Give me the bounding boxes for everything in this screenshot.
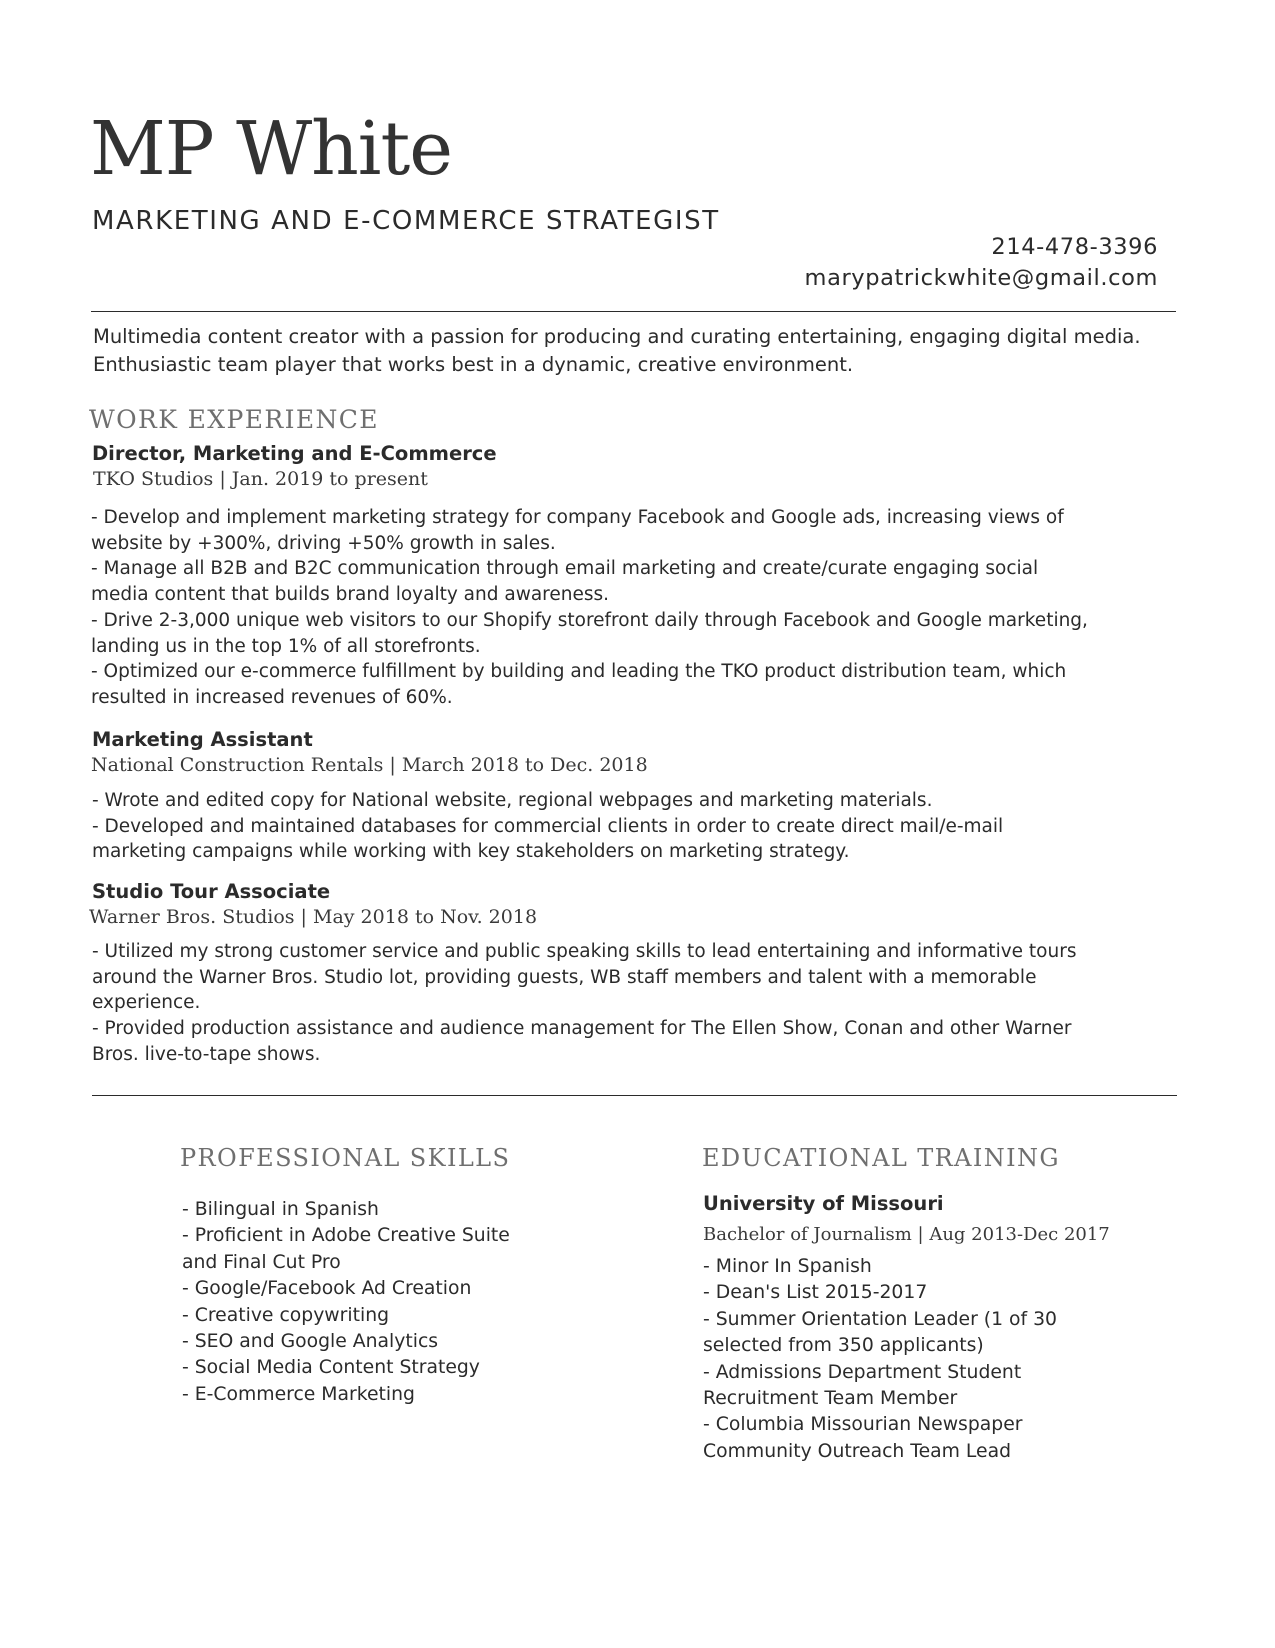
job-bullets bbox=[91, 505, 1091, 711]
education-item: - Summer Orientation Leader (1 of 30 selected from 350 applicants) bbox=[703, 1308, 1057, 1357]
job-bullet: - Manage all B2B and B2C communication through email marketing and create/curate engaging social media content that builds brand loyalty and awareness. bbox=[91, 558, 1039, 606]
work-experience-heading: WORK EXPERIENCE bbox=[89, 405, 379, 434]
education-item: - Columbia Missourian Newspaper Community Outreach Team Lead bbox=[703, 1414, 1023, 1462]
skill-item: - E-Commerce Marketing bbox=[182, 1383, 415, 1405]
job-entry bbox=[92, 879, 330, 905]
job-bullet: - Develop and implement marketing strategy for company Facebook and Google ads, increasing views of website by +300%, driving +50% growth in sales. bbox=[91, 507, 1064, 554]
job-role: Director, Marketing and E-Commerce bbox=[92, 442, 497, 465]
header-divider bbox=[91, 311, 1176, 312]
email-address: marypatrickwhite@gmail.com bbox=[804, 265, 1158, 291]
skills-list bbox=[182, 1197, 522, 1408]
section-divider bbox=[92, 1095, 1177, 1096]
job-role: Studio Tour Associate bbox=[92, 880, 331, 903]
skill-item: - Bilingual in Spanish bbox=[182, 1199, 379, 1220]
candidate-title: MARKETING AND E-COMMERCE STRATEGIST bbox=[92, 206, 720, 236]
job-bullet: - Optimized our e-commerce fulfillment by building and leading the TKO product distribution team, which resulted in increased revenues of 60%. bbox=[91, 661, 1067, 708]
job-meta: TKO Studios | Jan. 2019 to present bbox=[93, 468, 428, 490]
professional-skills-heading: PROFESSIONAL SKILLS bbox=[180, 1144, 511, 1172]
job-bullet: - Provided production assistance and audience management for The Ellen Show, Conan and other Warner Bros. live-to-tape shows. bbox=[92, 1018, 1072, 1065]
job-entry bbox=[92, 441, 497, 467]
educational-training-heading: EDUCATIONAL TRAINING bbox=[702, 1144, 1060, 1172]
degree-meta: Bachelor of Journalism | Aug 2013-Dec 2017 bbox=[703, 1224, 1110, 1245]
job-bullet: - Utilized my strong customer service and public speaking skills to lead entertaining and informative tours around the Warner Bros. Studio lot, providing guests, WB staff members and talent with a memorable experience. bbox=[92, 941, 1077, 1014]
phone-number: 214-478-3396 bbox=[991, 234, 1158, 260]
job-meta: National Construction Rentals | March 2018 to Dec. 2018 bbox=[91, 754, 648, 776]
education-list bbox=[703, 1254, 1103, 1465]
job-bullets bbox=[92, 788, 1092, 865]
skill-item: - Social Media Content Strategy bbox=[182, 1357, 480, 1379]
job-bullet: - Developed and maintained databases for commercial clients in order to create direct mail/e-mail marketing campaigns while working with key stakeholders on marketing strategy. bbox=[92, 815, 1004, 863]
job-bullets bbox=[92, 939, 1077, 1068]
skill-item: - SEO and Google Analytics bbox=[182, 1331, 439, 1353]
contact-block bbox=[805, 232, 1158, 294]
skill-item: - Proficient in Adobe Creative Suite and Final Cut Pro bbox=[182, 1225, 510, 1273]
school-name: University of Missouri bbox=[703, 1192, 944, 1215]
education-item: - Dean's List 2015-2017 bbox=[703, 1282, 928, 1304]
candidate-name: MP White bbox=[90, 106, 452, 192]
job-meta: Warner Bros. Studios | May 2018 to Nov. 2018 bbox=[89, 906, 538, 928]
summary-paragraph: Multimedia content creator with a passion for producing and curating entertaining, engaging digital media. Enthusiastic team player that works best in a dynamic, creative environment. bbox=[93, 325, 1141, 376]
education-entry bbox=[703, 1191, 944, 1217]
skill-item: - Creative copywriting bbox=[182, 1304, 390, 1326]
education-item: - Admissions Department Student Recruitment Team Member bbox=[703, 1361, 1022, 1410]
job-bullet: - Wrote and edited copy for National website, regional webpages and marketing materials. bbox=[92, 790, 933, 811]
job-bullet: - Drive 2-3,000 unique web visitors to our Shopify storefront daily through Facebook and Google marketing, landing us in the top 1% of all storefronts. bbox=[91, 609, 1088, 657]
education-item: - Minor In Spanish bbox=[703, 1256, 872, 1277]
job-entry bbox=[92, 727, 313, 753]
skill-item: - Google/Facebook Ad Creation bbox=[182, 1278, 472, 1300]
job-role: Marketing Assistant bbox=[92, 728, 313, 751]
